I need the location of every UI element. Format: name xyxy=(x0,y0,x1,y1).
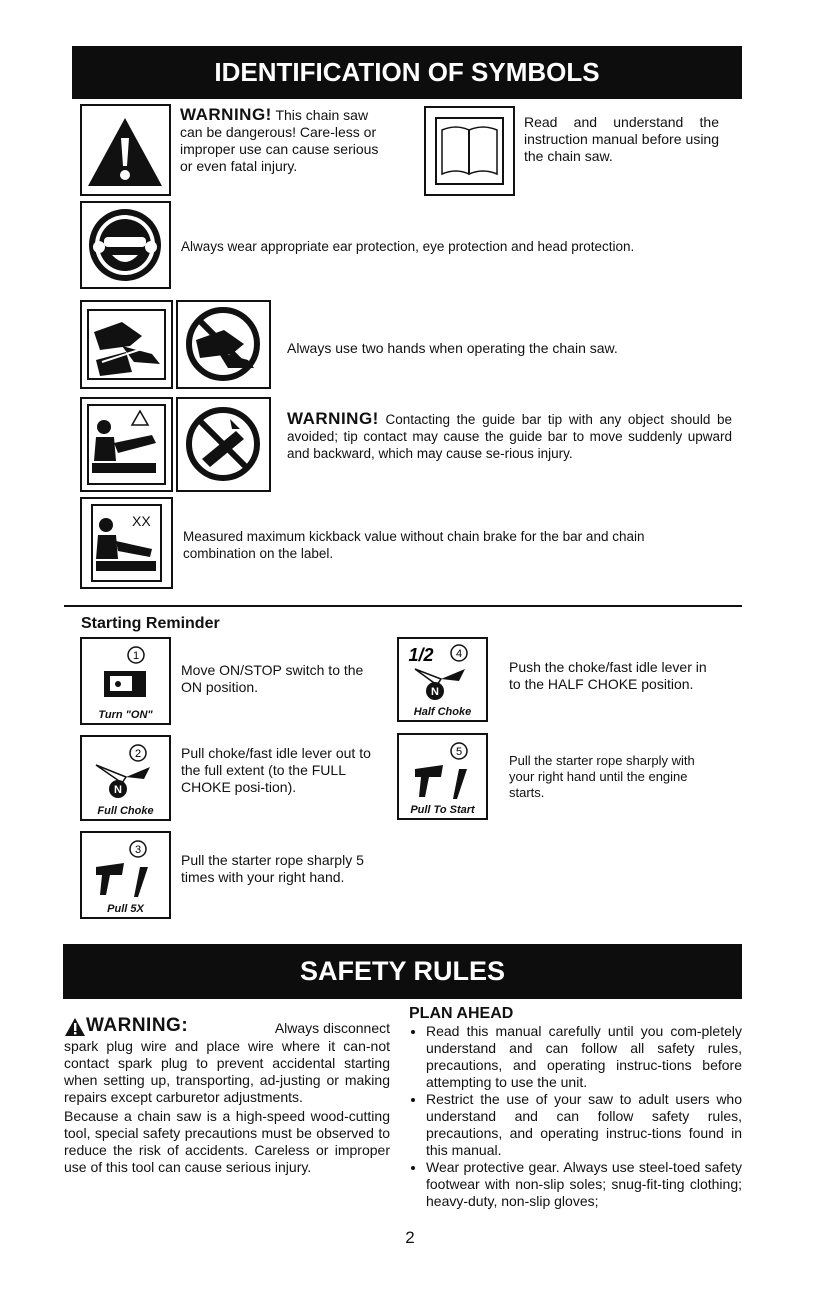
svg-text:2: 2 xyxy=(134,748,142,760)
warning-triangle-icon xyxy=(80,104,171,196)
step2-caption: Full Choke xyxy=(97,805,154,817)
warning2-block xyxy=(287,410,732,462)
safety-warning-body: spark plug wire and place wire where it can-not contact spark plug to prevent accidental starting when setting up, transporting, ad-justing or making repairs except carburetor adjustments. xyxy=(64,1038,390,1105)
starting-reminder-heading: Starting Reminder xyxy=(81,615,220,632)
svg-text:N: N xyxy=(431,686,439,698)
section-divider xyxy=(64,605,742,607)
safety-warning-word: WARNING: xyxy=(86,1015,189,1036)
identification-title: IDENTIFICATION OF SYMBOLS xyxy=(214,57,600,87)
plan-ahead-bullet: • Read this manual carefully until you com-pletely understand and can follow all safety rules, precautions, and operating instruc-tions before attempting to use the unit. xyxy=(426,1023,742,1091)
svg-text:5: 5 xyxy=(455,746,463,758)
step3-text: Pull the starter rope sharply 5 times with your right hand. xyxy=(181,852,364,885)
step2-choke-icon xyxy=(80,735,171,821)
plan-ahead-list xyxy=(410,1023,742,1210)
svg-text:3: 3 xyxy=(134,844,142,856)
kickback-text: Measured maximum kickback value without chain brake for the bar and chain combination on the label. xyxy=(183,529,645,561)
warning1-word: WARNING! xyxy=(180,105,272,124)
safety-banner xyxy=(63,944,742,999)
identification-banner xyxy=(72,46,742,99)
kickback-label: XX xyxy=(132,513,151,529)
svg-text:1: 1 xyxy=(132,650,140,662)
page-number: 2 xyxy=(405,1228,415,1247)
kickback-operator-icon xyxy=(80,397,173,492)
safety-paragraph: Because a chain saw is a high-speed wood-cutting tool, special safety precautions must be observed to reduce the risk of accidents. Careless or improper use of this tool can cause serious injury. xyxy=(64,1108,390,1175)
step4-half-choke-icon xyxy=(397,637,488,722)
kickback-value-icon xyxy=(80,497,173,589)
step3-pull-icon xyxy=(80,831,171,919)
plan-ahead-heading: PLAN AHEAD xyxy=(409,1005,514,1022)
manual-book-icon xyxy=(424,106,515,196)
step3-caption: Pull 5X xyxy=(107,903,144,915)
step5-pull-to-start-icon xyxy=(397,733,488,820)
two-hands-text: Always use two hands when operating the chain saw. xyxy=(287,340,618,356)
head-protection-icon xyxy=(80,201,171,289)
safety-warning-line xyxy=(64,1015,390,1039)
warning1-text: This chain saw can be dangerous! Care-less or improper use can cause serious or even fatal injury. xyxy=(180,107,379,174)
svg-text:4: 4 xyxy=(455,648,463,660)
step5-text: Pull the starter rope sharply with your right hand until the engine starts. xyxy=(509,753,695,800)
bar-tip-contact-prohibited-icon xyxy=(176,397,271,492)
warning2-text: Contacting the guide bar tip with any object should be avoided; tip contact may cause the guide bar to move suddenly upward and backward, which may cause se-rious injury. xyxy=(287,412,732,461)
warning2-word: WARNING! xyxy=(287,409,379,428)
step2-text: Pull choke/fast idle lever out to the full extent (to the FULL CHOKE posi-tion). xyxy=(181,745,371,795)
step4-caption: Half Choke xyxy=(413,706,472,718)
step5-caption: Pull To Start xyxy=(410,804,475,816)
safety-warning-icon xyxy=(64,1017,86,1037)
step4-text: Push the choke/fast idle lever in to the HALF CHOKE position. xyxy=(509,659,707,692)
plan-ahead-bullet: • Wear protective gear. Always use steel-toed safety footwear with non-slip soles; snug-fit-ting clothing; heavy-duty, non-slip gloves; xyxy=(426,1159,742,1210)
step1-caption: Turn "ON" xyxy=(98,709,153,721)
plan-ahead-bullet: • Restrict the use of your saw to adult users who understand and can follow safety rules, precautions, and operating instruc-tions found in this manual. xyxy=(426,1091,742,1159)
two-hands-saw-icon xyxy=(80,300,173,389)
one-hand-prohibited-icon xyxy=(176,300,271,389)
svg-text:N: N xyxy=(114,784,122,796)
step1-switch-icon xyxy=(80,637,171,725)
safety-warning-lead: Always disconnect xyxy=(274,1020,390,1036)
safety-title: SAFETY RULES xyxy=(299,956,506,986)
step1-text: Move ON/STOP switch to the ON position. xyxy=(181,662,364,695)
protection-text: Always wear appropriate ear protection, eye protection and head protection. xyxy=(181,239,635,254)
manual-text: Read and understand the instruction manual before using the chain saw. xyxy=(524,114,719,164)
warning1-block xyxy=(180,106,392,175)
step4-fraction: 1/2 xyxy=(408,645,434,665)
